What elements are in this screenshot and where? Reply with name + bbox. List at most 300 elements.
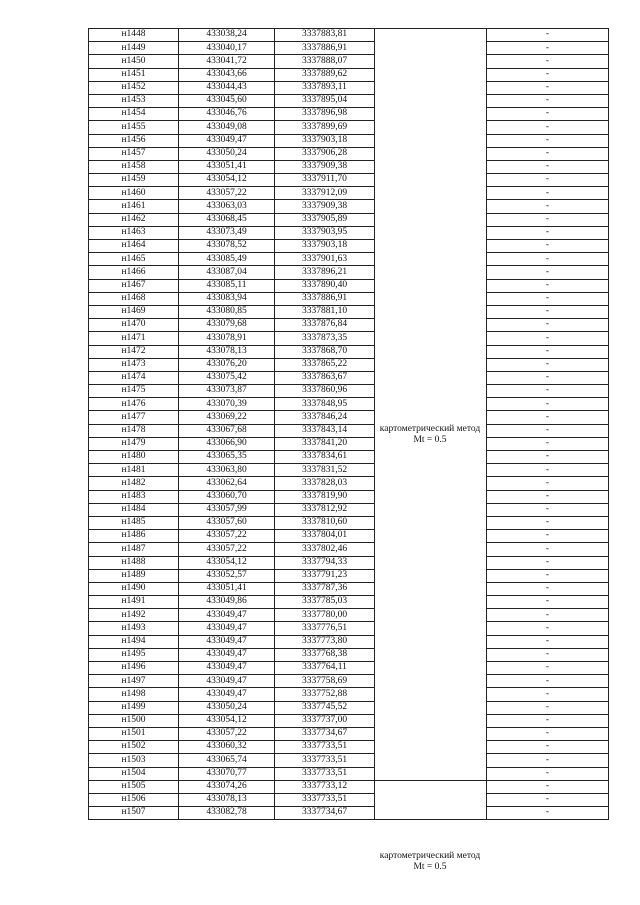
x-coordinate-cell: 433080,85 [179, 305, 275, 318]
method-cell [375, 160, 487, 173]
method-cell [375, 464, 487, 477]
note-cell: - [487, 108, 609, 121]
method-cell [375, 609, 487, 622]
y-coordinate-cell: 3337773,80 [275, 635, 375, 648]
note-cell: - [487, 648, 609, 661]
point-id-cell: н1469 [89, 305, 179, 318]
method-cell [375, 516, 487, 529]
x-coordinate-cell: 433078,13 [179, 793, 275, 806]
method-cell [375, 807, 487, 820]
y-coordinate-cell: 3337834,61 [275, 451, 375, 464]
note-cell: - [487, 516, 609, 529]
method-label-1: картометрический метод Mt = 0.5 [379, 424, 481, 445]
table-row [89, 701, 609, 714]
x-coordinate-cell: 433060,70 [179, 490, 275, 503]
x-coordinate-cell: 433078,13 [179, 345, 275, 358]
x-coordinate-cell: 433045,60 [179, 94, 275, 107]
method-cell [375, 596, 487, 609]
point-id-cell: н1498 [89, 688, 179, 701]
method-cell [375, 767, 487, 780]
x-coordinate-cell: 433067,68 [179, 424, 275, 437]
y-coordinate-cell: 3337776,51 [275, 622, 375, 635]
x-coordinate-cell: 433051,41 [179, 582, 275, 595]
x-coordinate-cell: 433075,42 [179, 371, 275, 384]
table-row [89, 727, 609, 740]
x-coordinate-cell: 433040,17 [179, 42, 275, 55]
note-cell: - [487, 424, 609, 437]
y-coordinate-cell: 3337860,96 [275, 385, 375, 398]
point-id-cell: н1453 [89, 94, 179, 107]
note-cell: - [487, 29, 609, 42]
method-cell [375, 701, 487, 714]
point-id-cell: н1456 [89, 134, 179, 147]
method-cell [375, 714, 487, 727]
point-id-cell: н1476 [89, 398, 179, 411]
y-coordinate-cell: 3337901,63 [275, 253, 375, 266]
table-row [89, 253, 609, 266]
method-cell [375, 121, 487, 134]
y-coordinate-cell: 3337889,62 [275, 68, 375, 81]
point-id-cell: н1462 [89, 213, 179, 226]
x-coordinate-cell: 433062,64 [179, 477, 275, 490]
x-coordinate-cell: 433073,49 [179, 226, 275, 239]
table-row [89, 240, 609, 253]
note-cell: - [487, 345, 609, 358]
note-cell: - [487, 596, 609, 609]
note-cell: - [487, 253, 609, 266]
note-cell: - [487, 780, 609, 793]
point-id-cell: н1472 [89, 345, 179, 358]
method-cell [375, 147, 487, 160]
point-id-cell: н1468 [89, 292, 179, 305]
method-cell [375, 503, 487, 516]
table-row [89, 279, 609, 292]
x-coordinate-cell: 433054,12 [179, 556, 275, 569]
point-id-cell: н1465 [89, 253, 179, 266]
note-cell: - [487, 609, 609, 622]
point-id-cell: н1483 [89, 490, 179, 503]
point-id-cell: н1464 [89, 240, 179, 253]
y-coordinate-cell: 3337895,04 [275, 94, 375, 107]
table-row [89, 213, 609, 226]
x-coordinate-cell: 433085,49 [179, 253, 275, 266]
y-coordinate-cell: 3337794,33 [275, 556, 375, 569]
y-coordinate-cell: 3337903,18 [275, 134, 375, 147]
point-id-cell: н1488 [89, 556, 179, 569]
point-id-cell: н1492 [89, 609, 179, 622]
note-cell: - [487, 582, 609, 595]
note-cell: - [487, 134, 609, 147]
method-cell [375, 253, 487, 266]
method-cell [375, 530, 487, 543]
method-label-2: картометрический метод Mt = 0.5 [379, 851, 481, 872]
x-coordinate-cell: 433070,77 [179, 767, 275, 780]
x-coordinate-cell: 433046,76 [179, 108, 275, 121]
table-row [89, 516, 609, 529]
table-row [89, 160, 609, 173]
note-cell: - [487, 477, 609, 490]
y-coordinate-cell: 3337734,67 [275, 807, 375, 820]
point-id-cell: н1507 [89, 807, 179, 820]
point-id-cell: н1451 [89, 68, 179, 81]
method-cell [375, 780, 487, 793]
table-row [89, 648, 609, 661]
y-coordinate-cell: 3337896,21 [275, 266, 375, 279]
x-coordinate-cell: 433049,47 [179, 662, 275, 675]
method-cell [375, 411, 487, 424]
table-row [89, 371, 609, 384]
note-cell: - [487, 411, 609, 424]
table-row [89, 569, 609, 582]
method-cell [375, 266, 487, 279]
note-cell: - [487, 358, 609, 371]
x-coordinate-cell: 433049,47 [179, 675, 275, 688]
note-cell: - [487, 701, 609, 714]
x-coordinate-cell: 433057,22 [179, 530, 275, 543]
table-row [89, 464, 609, 477]
y-coordinate-cell: 3337912,09 [275, 187, 375, 200]
table-row [89, 437, 609, 450]
point-id-cell: н1499 [89, 701, 179, 714]
note-cell: - [487, 240, 609, 253]
table-row [89, 503, 609, 516]
x-coordinate-cell: 433076,20 [179, 358, 275, 371]
point-id-cell: н1455 [89, 121, 179, 134]
note-cell: - [487, 55, 609, 68]
x-coordinate-cell: 433041,72 [179, 55, 275, 68]
method-cell [375, 187, 487, 200]
point-id-cell: н1466 [89, 266, 179, 279]
method-cell [375, 345, 487, 358]
note-cell: - [487, 675, 609, 688]
note-cell: - [487, 94, 609, 107]
y-coordinate-cell: 3337890,40 [275, 279, 375, 292]
note-cell: - [487, 213, 609, 226]
y-coordinate-cell: 3337787,36 [275, 582, 375, 595]
method-cell [375, 279, 487, 292]
note-cell: - [487, 121, 609, 134]
point-id-cell: н1452 [89, 81, 179, 94]
x-coordinate-cell: 433063,03 [179, 200, 275, 213]
y-coordinate-cell: 3337886,91 [275, 292, 375, 305]
method-cell [375, 200, 487, 213]
y-coordinate-cell: 3337896,98 [275, 108, 375, 121]
note-cell: - [487, 556, 609, 569]
point-id-cell: н1495 [89, 648, 179, 661]
method-cell [375, 240, 487, 253]
x-coordinate-cell: 433069,22 [179, 411, 275, 424]
method-cell [375, 319, 487, 332]
note-cell: - [487, 147, 609, 160]
note-cell: - [487, 569, 609, 582]
x-coordinate-cell: 433066,90 [179, 437, 275, 450]
point-id-cell: н1487 [89, 543, 179, 556]
method-cell [375, 68, 487, 81]
method-cell [375, 213, 487, 226]
note-cell: - [487, 68, 609, 81]
y-coordinate-cell: 3337785,03 [275, 596, 375, 609]
method-cell [375, 582, 487, 595]
y-coordinate-cell: 3337888,07 [275, 55, 375, 68]
point-id-cell: н1450 [89, 55, 179, 68]
method-cell [375, 688, 487, 701]
table-row [89, 793, 609, 806]
table-row [89, 582, 609, 595]
point-id-cell: н1473 [89, 358, 179, 371]
table-row [89, 635, 609, 648]
point-id-cell: н1458 [89, 160, 179, 173]
method-cell [375, 635, 487, 648]
note-cell: - [487, 622, 609, 635]
method-cell [375, 94, 487, 107]
point-id-cell: н1486 [89, 530, 179, 543]
note-cell: - [487, 226, 609, 239]
point-id-cell: н1491 [89, 596, 179, 609]
method-cell [375, 108, 487, 121]
x-coordinate-cell: 433052,57 [179, 569, 275, 582]
y-coordinate-cell: 3337810,60 [275, 516, 375, 529]
note-cell: - [487, 332, 609, 345]
note-cell: - [487, 688, 609, 701]
note-cell: - [487, 305, 609, 318]
table-row [89, 55, 609, 68]
table-row [89, 332, 609, 345]
x-coordinate-cell: 433057,99 [179, 503, 275, 516]
y-coordinate-cell: 3337819,90 [275, 490, 375, 503]
note-cell: - [487, 200, 609, 213]
table-row [89, 596, 609, 609]
y-coordinate-cell: 3337733,51 [275, 793, 375, 806]
point-id-cell: н1497 [89, 675, 179, 688]
point-id-cell: н1494 [89, 635, 179, 648]
table-row [89, 398, 609, 411]
y-coordinate-cell: 3337733,51 [275, 741, 375, 754]
x-coordinate-cell: 433087,04 [179, 266, 275, 279]
method-cell [375, 675, 487, 688]
point-id-cell: н1489 [89, 569, 179, 582]
y-coordinate-cell: 3337831,52 [275, 464, 375, 477]
table-row [89, 451, 609, 464]
y-coordinate-cell: 3337843,14 [275, 424, 375, 437]
table-row [89, 305, 609, 318]
method-cell [375, 385, 487, 398]
table-row [89, 754, 609, 767]
x-coordinate-cell: 433049,47 [179, 648, 275, 661]
coordinates-table [88, 28, 609, 820]
y-coordinate-cell: 3337883,81 [275, 29, 375, 42]
point-id-cell: н1449 [89, 42, 179, 55]
point-id-cell: н1461 [89, 200, 179, 213]
x-coordinate-cell: 433079,68 [179, 319, 275, 332]
y-coordinate-cell: 3337758,69 [275, 675, 375, 688]
y-coordinate-cell: 3337841,20 [275, 437, 375, 450]
y-coordinate-cell: 3337906,28 [275, 147, 375, 160]
y-coordinate-cell: 3337863,67 [275, 371, 375, 384]
method-cell [375, 662, 487, 675]
note-cell: - [487, 662, 609, 675]
x-coordinate-cell: 433049,86 [179, 596, 275, 609]
y-coordinate-cell: 3337802,46 [275, 543, 375, 556]
note-cell: - [487, 767, 609, 780]
point-id-cell: н1471 [89, 332, 179, 345]
point-id-cell: н1474 [89, 371, 179, 384]
point-id-cell: н1502 [89, 741, 179, 754]
x-coordinate-cell: 433049,47 [179, 688, 275, 701]
x-coordinate-cell: 433065,74 [179, 754, 275, 767]
table-row [89, 530, 609, 543]
y-coordinate-cell: 3337768,38 [275, 648, 375, 661]
x-coordinate-cell: 433049,47 [179, 635, 275, 648]
x-coordinate-cell: 433082,78 [179, 807, 275, 820]
note-cell: - [487, 464, 609, 477]
point-id-cell: н1459 [89, 174, 179, 187]
table-row [89, 200, 609, 213]
y-coordinate-cell: 3337873,35 [275, 332, 375, 345]
table-row [89, 767, 609, 780]
y-coordinate-cell: 3337848,95 [275, 398, 375, 411]
point-id-cell: н1496 [89, 662, 179, 675]
point-id-cell: н1457 [89, 147, 179, 160]
y-coordinate-cell: 3337881,10 [275, 305, 375, 318]
x-coordinate-cell: 433043,66 [179, 68, 275, 81]
point-id-cell: н1490 [89, 582, 179, 595]
x-coordinate-cell: 433054,12 [179, 174, 275, 187]
x-coordinate-cell: 433057,22 [179, 543, 275, 556]
y-coordinate-cell: 3337780,00 [275, 609, 375, 622]
table-row [89, 134, 609, 147]
note-cell: - [487, 451, 609, 464]
method-cell [375, 398, 487, 411]
y-coordinate-cell: 3337868,70 [275, 345, 375, 358]
method-cell [375, 477, 487, 490]
method-cell [375, 741, 487, 754]
x-coordinate-cell: 433074,26 [179, 780, 275, 793]
method-cell [375, 81, 487, 94]
coordinates-page [88, 28, 608, 886]
x-coordinate-cell: 433078,52 [179, 240, 275, 253]
note-cell: - [487, 807, 609, 820]
table-row [89, 187, 609, 200]
x-coordinate-cell: 433078,91 [179, 332, 275, 345]
point-id-cell: н1454 [89, 108, 179, 121]
table-row [89, 622, 609, 635]
y-coordinate-cell: 3337909,38 [275, 200, 375, 213]
table-row [89, 490, 609, 503]
method-cell [375, 793, 487, 806]
table-row [89, 780, 609, 793]
x-coordinate-cell: 433065,35 [179, 451, 275, 464]
method-cell [375, 29, 487, 42]
point-id-cell: н1503 [89, 754, 179, 767]
table-row [89, 266, 609, 279]
method-cell [375, 305, 487, 318]
y-coordinate-cell: 3337764,11 [275, 662, 375, 675]
note-cell: - [487, 42, 609, 55]
coordinates-table-body [89, 29, 609, 820]
note-cell: - [487, 714, 609, 727]
note-cell: - [487, 793, 609, 806]
note-cell: - [487, 319, 609, 332]
table-row [89, 543, 609, 556]
x-coordinate-cell: 433054,12 [179, 714, 275, 727]
point-id-cell: н1500 [89, 714, 179, 727]
table-row [89, 714, 609, 727]
table-row [89, 424, 609, 437]
method-cell [375, 727, 487, 740]
x-coordinate-cell: 433057,22 [179, 727, 275, 740]
point-id-cell: н1482 [89, 477, 179, 490]
table-row [89, 174, 609, 187]
note-cell: - [487, 187, 609, 200]
point-id-cell: н1460 [89, 187, 179, 200]
y-coordinate-cell: 3337812,92 [275, 503, 375, 516]
y-coordinate-cell: 3337733,12 [275, 780, 375, 793]
y-coordinate-cell: 3337733,51 [275, 767, 375, 780]
method-cell [375, 754, 487, 767]
table-row [89, 81, 609, 94]
point-id-cell: н1485 [89, 516, 179, 529]
x-coordinate-cell: 433060,32 [179, 741, 275, 754]
x-coordinate-cell: 433049,47 [179, 134, 275, 147]
table-row [89, 121, 609, 134]
method-cell [375, 648, 487, 661]
note-cell: - [487, 530, 609, 543]
x-coordinate-cell: 433049,08 [179, 121, 275, 134]
y-coordinate-cell: 3337899,69 [275, 121, 375, 134]
y-coordinate-cell: 3337903,18 [275, 240, 375, 253]
table-row [89, 68, 609, 81]
point-id-cell: н1478 [89, 424, 179, 437]
method-cell [375, 543, 487, 556]
point-id-cell: н1505 [89, 780, 179, 793]
table-row [89, 358, 609, 371]
x-coordinate-cell: 433063,80 [179, 464, 275, 477]
note-cell: - [487, 635, 609, 648]
note-cell: - [487, 371, 609, 384]
table-row [89, 477, 609, 490]
y-coordinate-cell: 3337865,22 [275, 358, 375, 371]
y-coordinate-cell: 3337791,23 [275, 569, 375, 582]
point-id-cell: н1506 [89, 793, 179, 806]
point-id-cell: н1463 [89, 226, 179, 239]
point-id-cell: н1480 [89, 451, 179, 464]
point-id-cell: н1475 [89, 385, 179, 398]
table-row [89, 807, 609, 820]
method-cell [375, 292, 487, 305]
y-coordinate-cell: 3337752,88 [275, 688, 375, 701]
point-id-cell: н1477 [89, 411, 179, 424]
y-coordinate-cell: 3337733,51 [275, 754, 375, 767]
x-coordinate-cell: 433070,39 [179, 398, 275, 411]
x-coordinate-cell: 433073,87 [179, 385, 275, 398]
note-cell: - [487, 490, 609, 503]
method-cell [375, 622, 487, 635]
y-coordinate-cell: 3337903,95 [275, 226, 375, 239]
x-coordinate-cell: 433049,47 [179, 622, 275, 635]
table-row [89, 108, 609, 121]
method-cell [375, 174, 487, 187]
note-cell: - [487, 292, 609, 305]
y-coordinate-cell: 3337734,67 [275, 727, 375, 740]
method-cell [375, 332, 487, 345]
method-cell [375, 42, 487, 55]
note-cell: - [487, 174, 609, 187]
table-row [89, 319, 609, 332]
x-coordinate-cell: 433050,24 [179, 147, 275, 160]
table-row [89, 94, 609, 107]
table-row [89, 226, 609, 239]
point-id-cell: н1479 [89, 437, 179, 450]
